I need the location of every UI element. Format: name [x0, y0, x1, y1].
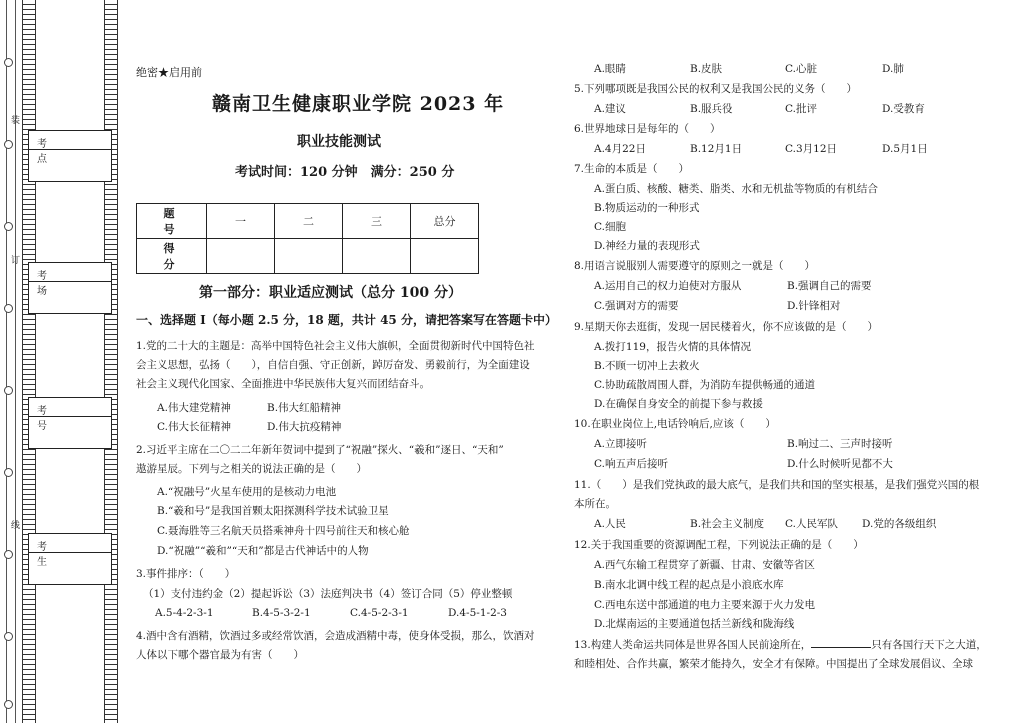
exam-number-label: 考 号 [29, 398, 111, 417]
question-text: 7.生命的本质是（ ） [574, 163, 690, 175]
perforation-line [6, 0, 16, 723]
answer-option[interactable]: C.西电东送中部通道的电力主要来源于火力发电 [594, 599, 815, 611]
answer-option[interactable]: B.12月1日 [690, 143, 743, 155]
binding-mark: 线 [9, 520, 19, 529]
question-text: 10.在职业岗位上,电话铃响后,应该（ ） [574, 418, 776, 430]
answer-option[interactable]: D.肺 [882, 63, 904, 75]
punch-hole [4, 632, 13, 641]
exam-site-label: 考 点 [29, 131, 111, 150]
answer-option[interactable]: C.协助疏散周围人群，为消防车提供畅通的通道 [594, 379, 815, 391]
punch-hole [4, 468, 13, 477]
answer-option[interactable]: A.人民 [594, 518, 626, 530]
question-text: 和睦相处、合作共赢，繁荣才能持久，安全才有保障。中国提出了全球发展倡议、全球 [574, 658, 973, 670]
answer-option[interactable]: C.细胞 [594, 221, 626, 233]
question-text: 12.关于我国重要的资源调配工程，下列说法正确的是（ ） [574, 539, 864, 551]
score-table-cell: 一 [207, 204, 275, 239]
answer-option[interactable]: B.物质运动的一种形式 [594, 202, 700, 214]
answer-option[interactable]: B.“羲和号”是我国首颗太阳探测科学技术试验卫星 [157, 505, 389, 517]
answer-option[interactable]: D.5月1日 [882, 143, 928, 155]
answer-option[interactable]: B.服兵役 [690, 103, 733, 115]
answer-option[interactable]: B.伟大红船精神 [267, 402, 342, 414]
seal-line-left [22, 0, 36, 723]
answer-option[interactable]: B.不顾一切冲上去救火 [594, 360, 700, 372]
question-text: （1）支付违约金（2）提起诉讼（3）法庭判决书（4）签订合同（5）停业整顿 [143, 588, 513, 600]
page-title: 赣南卫生健康职业学院 2023 年 [212, 93, 505, 115]
seal-line-right [104, 0, 118, 723]
answer-option[interactable]: A.眼睛 [594, 63, 626, 75]
answer-option[interactable]: B.响过二、三声时接听 [787, 438, 893, 450]
answer-option[interactable]: C.伟大长征精神 [157, 421, 231, 433]
score-input-cell[interactable] [411, 239, 479, 274]
question-text: 会主义思想，弘扬（ ），自信自强、守正创新，踔厉奋发、勇毅前行，为全面建设 [136, 359, 530, 371]
answer-option[interactable]: A.蛋白质、核酸、糖类、脂类、水和无机盐等物质的有机结合 [594, 183, 878, 195]
punch-hole [4, 386, 13, 395]
score-table-cell: 总分 [411, 204, 479, 239]
part-heading: 第一部分：职业适应测试（总分 100 分） [199, 285, 462, 301]
answer-option[interactable]: B.社会主义制度 [690, 518, 765, 530]
score-input-cell[interactable] [207, 239, 275, 274]
fill-in-blank[interactable] [811, 637, 871, 648]
question-text-part: 只有各国行天下之大道， [871, 639, 987, 651]
question-text [574, 637, 987, 652]
punch-hole [4, 700, 13, 709]
question-text: 遨游星辰。下列与之相关的说法正确的是（ ） [136, 463, 367, 475]
score-input-cell[interactable] [343, 239, 411, 274]
question-text: 1.党的二十大的主题是：高举中国特色社会主义伟大旗帜，全面贯彻新时代中国特色社 [136, 340, 535, 352]
question-text: 人体以下哪个器官最为有害（ ） [136, 649, 304, 661]
answer-option[interactable]: D.在确保自身安全的前提下参与救援 [594, 398, 763, 410]
student-name-field[interactable] [28, 533, 112, 585]
punch-hole [4, 550, 13, 559]
answer-option[interactable]: B.皮肤 [690, 63, 723, 75]
question-text: 社会主义现代化国家、全面推进中华民族伟大复兴而团结奋斗。 [136, 378, 430, 390]
answer-option[interactable]: A.西气东输工程贯穿了新疆、甘肃、安徽等省区 [594, 559, 815, 571]
answer-option[interactable]: B.4-5-3-2-1 [252, 607, 311, 619]
score-table-cell: 得 分 [137, 239, 207, 274]
answer-option[interactable]: B.强调自己的需要 [787, 280, 872, 292]
punch-hole [4, 304, 13, 313]
answer-option[interactable]: A.5-4-2-3-1 [155, 607, 214, 619]
answer-option[interactable]: D.伟大抗疫精神 [267, 421, 342, 433]
score-table [136, 203, 479, 274]
answer-option[interactable]: C.批评 [785, 103, 817, 115]
exam-room-label: 考 场 [29, 263, 111, 282]
exam-site-field[interactable] [28, 130, 112, 182]
binding-strip [0, 0, 122, 723]
question-text-part: 13.构建人类命运共同体是世界各国人民前途所在， [574, 639, 812, 651]
exam-info: 考试时间：120 分钟 满分：250 分 [235, 165, 455, 180]
answer-option[interactable]: C.3月12日 [785, 143, 838, 155]
exam-room-field[interactable] [28, 262, 112, 314]
score-input-cell[interactable] [275, 239, 343, 274]
answer-option[interactable]: D.针锋相对 [787, 300, 841, 312]
section-heading: 一、选择题 I（每小题 2.5 分，18 题，共计 45 分，请把答案写在答题卡中） [136, 313, 557, 327]
answer-option[interactable]: A.拨打119，报告火情的具体情况 [594, 341, 751, 353]
score-table-cell: 三 [343, 204, 411, 239]
answer-option[interactable]: D.北煤南运的主要通道包括兰新线和陇海线 [594, 618, 795, 630]
answer-option[interactable]: B.南水北调中线工程的起点是小浪底水库 [594, 579, 784, 591]
score-table-cell: 题 号 [137, 204, 207, 239]
question-text: 2.习近平主席在二〇二二年新年贺词中提到了“祝融”探火、“羲和”逐日、“天和” [136, 444, 504, 456]
answer-option[interactable]: C.心脏 [785, 63, 817, 75]
exam-number-field[interactable] [28, 397, 112, 449]
question-text: 11.（ ）是我们党执政的最大底气，是我们共和国的坚实根基，是我们强党兴国的根 [574, 479, 980, 491]
answer-option[interactable]: D.4-5-1-2-3 [448, 607, 507, 619]
answer-option[interactable]: C.4-5-2-3-1 [350, 607, 409, 619]
answer-option[interactable]: C.响五声后接听 [594, 458, 668, 470]
question-text: 8.用语言说服别人需要遵守的原则之一就是（ ） [574, 260, 816, 272]
question-text: 5.下列哪项既是我国公民的权利又是我国公民的义务（ ） [574, 83, 858, 95]
binding-mark: 装 [9, 115, 19, 124]
punch-hole [4, 222, 13, 231]
answer-option[interactable]: C.聂海胜等三名航天员搭乘神舟十四号前往天和核心舱 [157, 525, 410, 537]
answer-option[interactable]: D.党的各级组织 [862, 518, 937, 530]
question-text: 9.星期天你去逛街，发现一居民楼着火，你不应该做的是（ ） [574, 321, 879, 333]
binding-mark: 订 [9, 255, 19, 264]
answer-option[interactable]: C.强调对方的需要 [594, 300, 679, 312]
student-name-label: 考 生 [29, 534, 111, 553]
question-text: 6.世界地球日是每年的（ ） [574, 123, 721, 135]
answer-option[interactable]: D.“祝融”“羲和”“天和”都是古代神话中的人物 [157, 545, 369, 557]
score-table-score-row [137, 239, 479, 274]
confidential-mark: 绝密★启用前 [136, 66, 202, 79]
question-text: 3.事件排序：（ ） [136, 568, 236, 580]
answer-option[interactable]: C.人民军队 [785, 518, 838, 530]
answer-option[interactable]: A.立即接听 [594, 438, 647, 450]
answer-option[interactable]: A.4月22日 [594, 143, 646, 155]
page-subtitle: 职业技能测试 [297, 134, 381, 150]
answer-option[interactable]: A.“祝融号”火星车使用的是核动力电池 [157, 486, 337, 498]
score-table-cell: 二 [275, 204, 343, 239]
answer-option[interactable]: A.建议 [594, 103, 626, 115]
score-table-header-row [137, 204, 479, 239]
question-text: 本所在。 [574, 498, 616, 510]
answer-option[interactable]: A.运用自己的权力迫使对方服从 [594, 280, 742, 292]
question-text: 4.酒中含有酒精，饮酒过多或经常饮酒，会造成酒精中毒，使身体受损，那么，饮酒对 [136, 630, 535, 642]
punch-hole [4, 58, 13, 67]
answer-option[interactable]: D.受教育 [882, 103, 925, 115]
answer-option[interactable]: D.神经力量的表现形式 [594, 240, 700, 252]
answer-option[interactable]: A.伟大建党精神 [157, 402, 231, 414]
punch-hole [4, 140, 13, 149]
answer-option[interactable]: D.什么时候听见都不大 [787, 458, 893, 470]
